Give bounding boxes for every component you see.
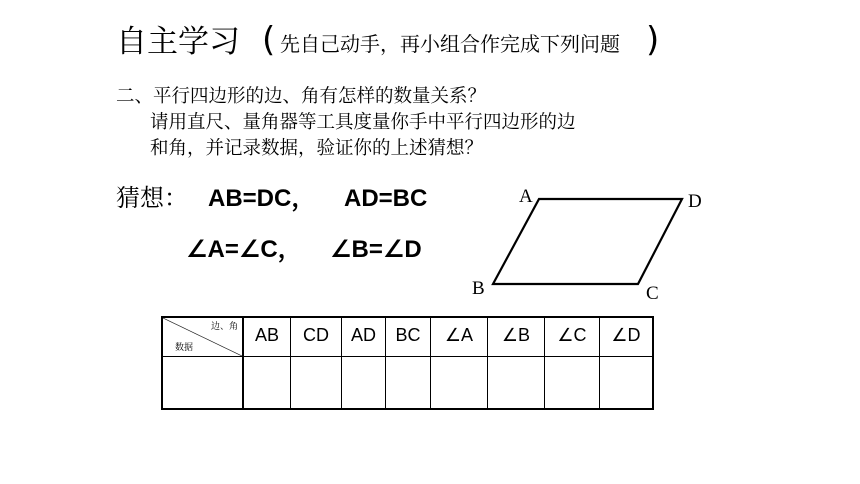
table-header-row [162,317,653,357]
header-cd: CD [291,317,342,357]
guess-angle-eq-2: ∠B=∠D [330,236,422,263]
corner-label-data: 数据 [175,342,194,352]
vertex-label-b: B [472,278,485,299]
vertex-label-a: A [519,186,533,207]
guess-side-eq-2: AD=BC [344,185,428,212]
value-angle-b[interactable] [488,357,545,410]
header-ad: AD [342,317,386,357]
value-angle-a[interactable] [431,357,488,410]
data-row-label-cell [162,357,243,410]
measurement-table [161,316,654,410]
header-angle-a: ∠A [431,317,488,357]
table-corner-cell [162,317,243,357]
value-bc[interactable] [386,357,431,410]
page-subtitle: 先自己动手，再小组合作完成下列问题 [280,32,620,56]
parallelogram-shape [493,199,682,284]
vertex-label-d: D [688,191,702,212]
title-paren-close: ) [646,20,660,60]
header-angle-c: ∠C [545,317,600,357]
guess-label: 猜想： [116,184,188,212]
header-angle-d: ∠D [600,317,654,357]
question-line-2: 请用直尺、量角器等工具度量你手中平行四边形的边 [150,112,576,133]
value-angle-d[interactable] [600,357,654,410]
guess-angle-eq-1: ∠A=∠C， [186,236,302,263]
header-angle-b: ∠B [488,317,545,357]
value-angle-c[interactable] [545,357,600,410]
value-cd[interactable] [291,357,342,410]
question-line-1: 二、平行四边形的边、角有怎样的数量关系？ [116,86,487,107]
vertex-label-c: C [646,283,659,304]
corner-label-sides-angles: 边、角 [210,321,238,331]
title-paren-open: ( [262,20,276,60]
header-ab: AB [243,317,291,357]
guess-side-eq-1: AB=DC， [208,185,316,212]
header-bc: BC [386,317,431,357]
value-ad[interactable] [342,357,386,410]
value-ab[interactable] [243,357,291,410]
question-line-3: 和角，并记录数据，验证你的上述猜想？ [150,138,484,159]
page-title: 自主学习 [116,24,240,60]
table-data-row [162,357,653,410]
